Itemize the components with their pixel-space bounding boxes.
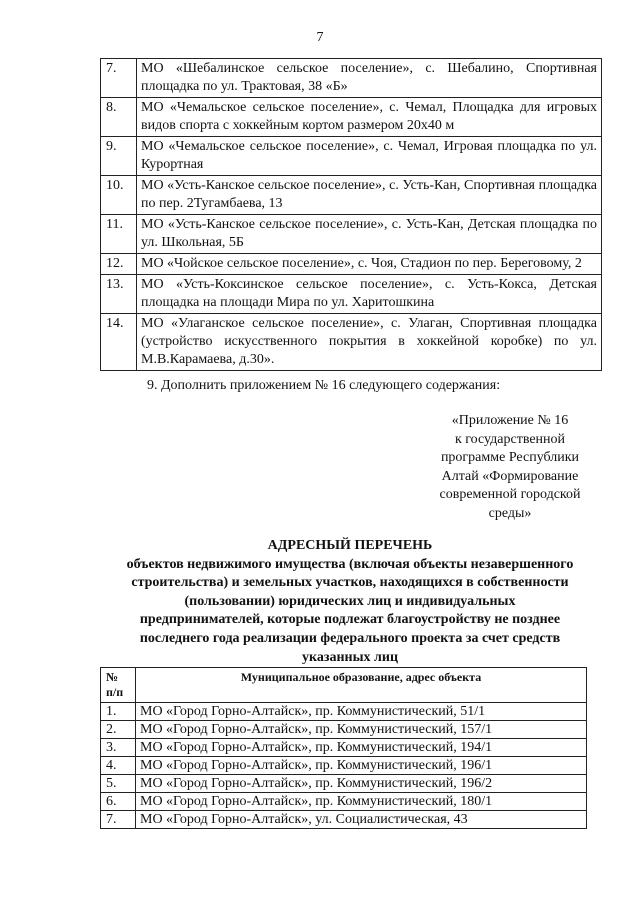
row-number: 14. (101, 314, 137, 371)
row-text: МО «Усть-Канское сельское поселение», с. Усть-Кан, Спортивная площадка по пер. 2Тугамбаева, 13 (137, 176, 602, 215)
row-text: МО «Город Горно-Алтайск», пр. Коммунистический, 194/1 (136, 739, 587, 757)
row-text: МО «Улаганское сельское поселение», с. Улаган, Спортивная площадка (устройство искусственного покрытия в хоккейной коробке) по ул. М.В.Карамаева, д.30». (137, 314, 602, 371)
document-heading (100, 537, 600, 667)
row-number: 1. (101, 703, 136, 721)
heading-line: предпринимателей, которые подлежат благоустройству не позднее (139, 612, 561, 628)
appendix-line: к государственной (454, 431, 566, 447)
table-header-row (101, 668, 587, 703)
table-row (101, 721, 587, 739)
row-number: 3. (101, 739, 136, 757)
instruction-paragraph: 9. Дополнить приложением № 16 следующего содержания: (147, 378, 501, 393)
heading-title: АДРЕСНЫЙ ПЕРЕЧЕНЬ (267, 538, 433, 553)
row-text: МО «Город Горно-Алтайск», пр. Коммунистический, 196/2 (136, 775, 587, 793)
row-number: 7. (101, 59, 137, 98)
appendix-line: современной городской (439, 487, 581, 503)
table-row (101, 59, 602, 98)
row-number: 5. (101, 775, 136, 793)
table-row (101, 703, 587, 721)
row-number: 11. (101, 215, 137, 254)
column-header-address: Муниципальное образование, адрес объекта (136, 668, 587, 703)
table-row (101, 739, 587, 757)
heading-line: объектов недвижимого имущества (включая объекты незавершенного (126, 556, 574, 572)
row-number: 7. (101, 811, 136, 829)
row-number: 10. (101, 176, 137, 215)
header-number-line: п/п (106, 685, 124, 699)
row-number: 13. (101, 275, 137, 314)
table-row (101, 215, 602, 254)
table-row (101, 275, 602, 314)
column-header-number (101, 668, 136, 703)
row-number: 12. (101, 254, 137, 275)
row-text: МО «Город Горно-Алтайск», ул. Социалистическая, 43 (136, 811, 587, 829)
row-text: МО «Усть-Канское сельское поселение», с. Усть-Кан, Детская площадка по ул. Школьная, 5Б (137, 215, 602, 254)
row-number: 4. (101, 757, 136, 775)
row-text: МО «Чемальское сельское поселение», с. Чемал, Игровая площадка по ул. Курортная (137, 137, 602, 176)
table-row (101, 793, 587, 811)
address-list-table (100, 667, 587, 829)
row-text: МО «Чойское сельское поселение», с. Чоя, Стадион по пер. Береговому, 2 (137, 254, 602, 275)
objects-table-continued (100, 58, 602, 371)
appendix-line: среды» (488, 505, 532, 521)
appendix-line: «Приложение № 16 (451, 413, 569, 428)
heading-line: строительства) и земельных участков, находящихся в собственности (131, 575, 569, 591)
table-row (101, 775, 587, 793)
row-number: 9. (101, 137, 137, 176)
appendix-line: Алтай «Формирование (441, 468, 579, 484)
row-text: МО «Чемальское сельское поселение», с. Чемал, Площадка для игровых видов спорта с хоккейным кортом размером 20х40 м (137, 98, 602, 137)
table-row (101, 98, 602, 137)
row-number: 2. (101, 721, 136, 739)
appendix-note (430, 412, 590, 524)
table-row (101, 314, 602, 371)
table-row (101, 137, 602, 176)
row-text: МО «Город Горно-Алтайск», пр. Коммунистический, 157/1 (136, 721, 587, 739)
heading-line: (пользовании) юридических лиц и индивидуальных (184, 593, 516, 609)
page-number: 7 (316, 30, 324, 45)
header-number-line: № (106, 670, 119, 684)
table-row (101, 811, 587, 829)
row-number: 8. (101, 98, 137, 137)
table-row (101, 254, 602, 275)
heading-line: указанных лиц (301, 649, 399, 665)
row-text: МО «Город Горно-Алтайск», пр. Коммунистический, 180/1 (136, 793, 587, 811)
row-text: МО «Город Горно-Алтайск», пр. Коммунистический, 196/1 (136, 757, 587, 775)
table-row (101, 757, 587, 775)
row-text: МО «Усть-Коксинское сельское поселение», с. Усть-Кокса, Детская площадка на площади Мира по ул. Харитошкина (137, 275, 602, 314)
row-number: 6. (101, 793, 136, 811)
appendix-line: программе Республики (440, 450, 580, 466)
table-row (101, 176, 602, 215)
heading-line: последнего года реализации федерального проекта за счет средств (139, 630, 561, 646)
row-text: МО «Шебалинское сельское поселение», с. Шебалино, Спортивная площадка по ул. Трактовая, 38 «Б» (137, 59, 602, 98)
row-text: МО «Город Горно-Алтайск», пр. Коммунистический, 51/1 (136, 703, 587, 721)
